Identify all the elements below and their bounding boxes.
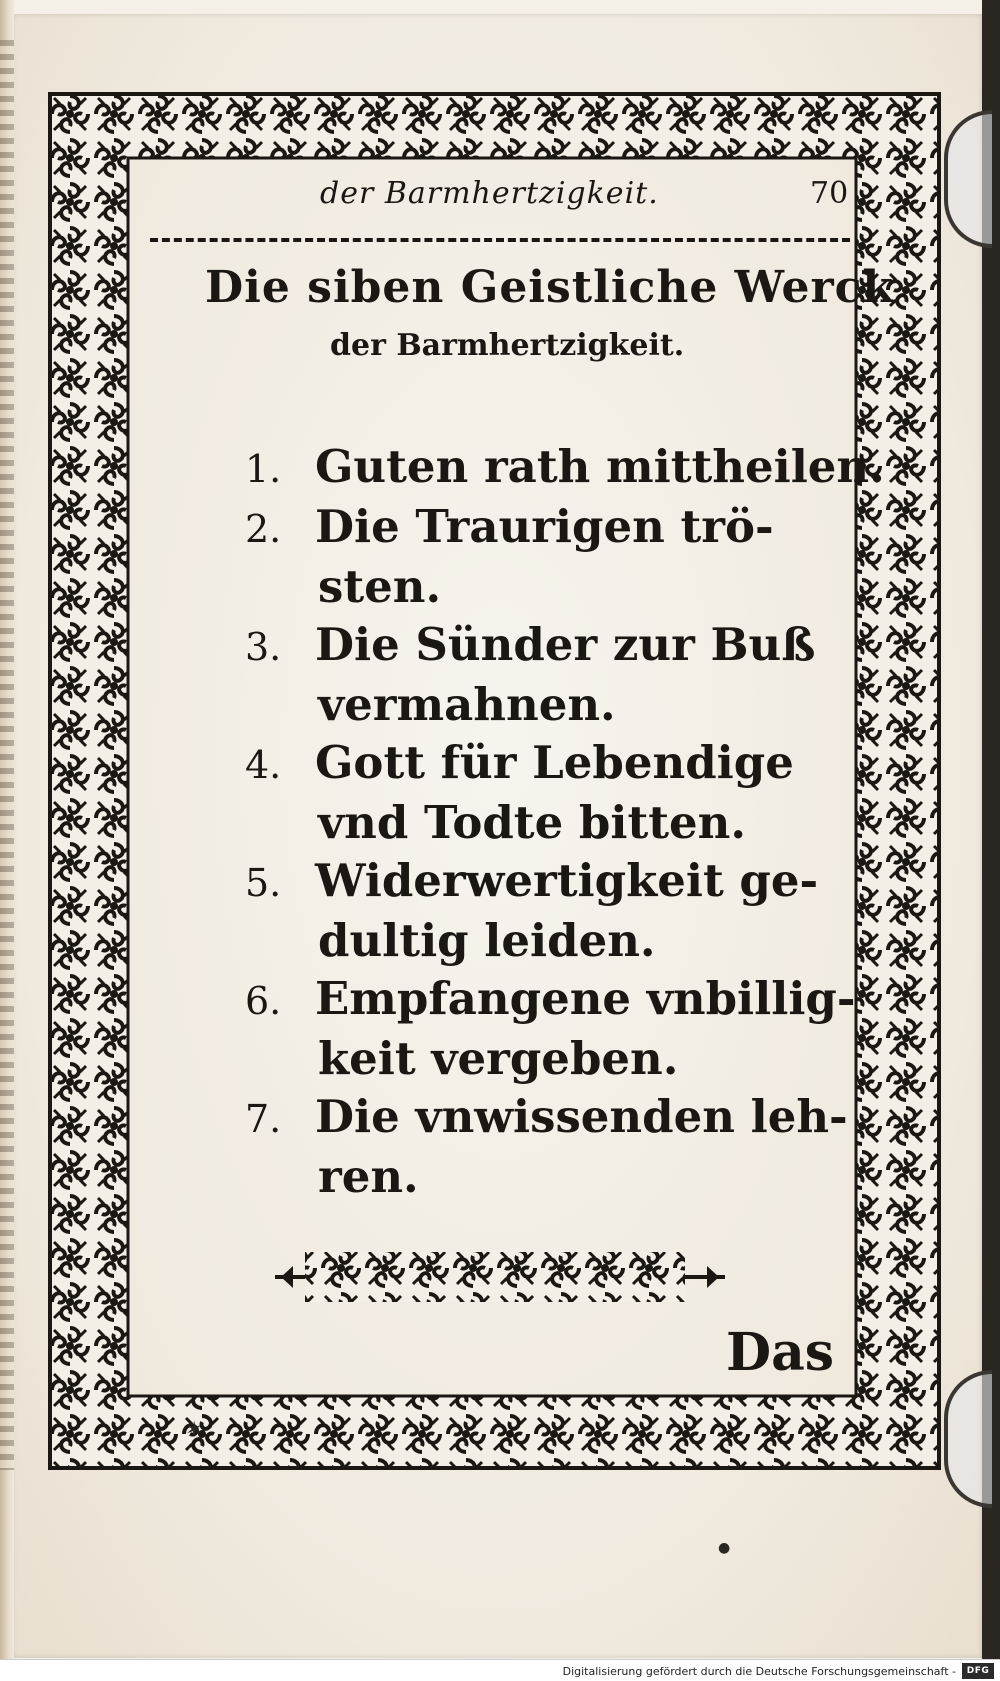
work-text: ren. — [318, 1150, 419, 1203]
work-item-7-continuation — [245, 1148, 805, 1206]
work-text: vnd Todte bitten. — [318, 796, 747, 849]
work-number: 7. — [245, 1097, 282, 1141]
work-item-3-continuation — [245, 676, 805, 734]
ink-speck: ✶ — [185, 1418, 204, 1443]
work-text: Widerwertigkeit ge- — [315, 854, 819, 907]
work-item-2 — [245, 498, 805, 558]
page-subtitle: der Barmhertzigkeit. — [330, 328, 685, 363]
work-text: Die Sünder zur Buß — [315, 618, 816, 671]
work-text: Guten rath mittheilen. — [315, 440, 885, 493]
digitization-footer — [0, 1659, 1000, 1681]
dfg-logo: DFG — [962, 1663, 994, 1679]
work-item-6 — [245, 970, 856, 1030]
work-item-7 — [245, 1088, 848, 1148]
work-item-4 — [245, 734, 805, 794]
work-item-3 — [245, 616, 816, 676]
work-item-4-continuation — [245, 794, 805, 852]
page-number: 70 — [810, 176, 849, 211]
work-text: keit vergeben. — [318, 1032, 679, 1085]
works-list — [245, 438, 885, 1206]
work-item-1 — [245, 438, 885, 498]
work-number: 2. — [245, 507, 282, 551]
work-text: Die Traurigen trö- — [315, 500, 774, 553]
running-head: der Barmhertzigkeit. — [320, 176, 659, 211]
work-number: 4. — [245, 743, 282, 787]
work-item-5 — [245, 852, 819, 912]
footer-credit: Digitalisierung gefördert durch die Deutsche Forschungsgemeinschaft - — [562, 1665, 956, 1678]
work-number: 3. — [245, 625, 282, 669]
work-text: vermahnen. — [318, 678, 616, 731]
work-number: 5. — [245, 861, 282, 905]
work-item-2-continuation — [245, 558, 805, 616]
work-text: Gott für Lebendige — [315, 736, 794, 789]
work-number: 1. — [245, 447, 282, 491]
work-number: 6. — [245, 979, 282, 1023]
work-text: Die vnwissenden leh- — [315, 1090, 848, 1143]
work-text: dultig leiden. — [318, 914, 656, 967]
work-item-5-continuation — [245, 912, 805, 970]
ornamental-rule — [275, 1246, 725, 1308]
work-text: sten. — [318, 560, 442, 613]
catchword: Das — [726, 1322, 835, 1383]
work-text: Empfangene vnbillig- — [315, 972, 856, 1025]
work-item-6-continuation — [245, 1030, 805, 1088]
page-title: Die siben Geistliche Werck — [205, 262, 894, 313]
ink-speck: ● — [718, 1540, 731, 1556]
head-rule — [150, 238, 850, 242]
